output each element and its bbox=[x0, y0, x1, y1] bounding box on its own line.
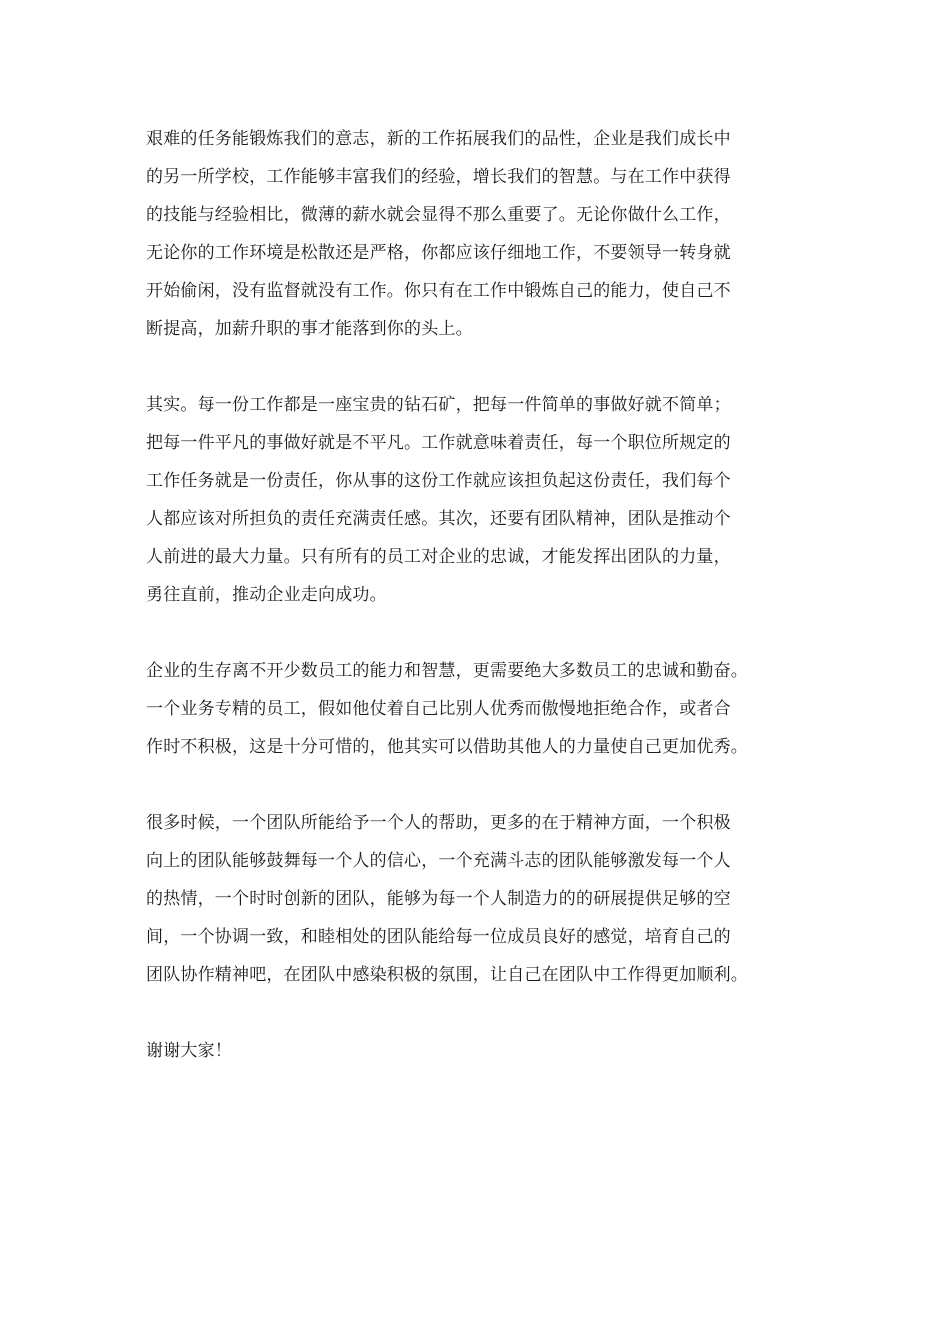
document-body bbox=[146, 120, 826, 1108]
text-line: 企业的生存离不开少数员工的能力和智慧，更需要绝大多数员工的忠诚和勤奋。 bbox=[146, 661, 748, 681]
text-line: 工作任务就是一份责任，你从事的这份工作就应该担负起这份责任，我们每个 bbox=[146, 471, 731, 491]
text-line: 无论你的工作环境是松散还是严格，你都应该仔细地工作，不要领导一转身就 bbox=[146, 243, 731, 263]
text-line: 很多时候，一个团队所能给予一个人的帮助，更多的在于精神方面，一个积极 bbox=[146, 813, 731, 833]
text-line: 间，一个协调一致，和睦相处的团队能给每一位成员良好的感觉，培育自己的 bbox=[146, 927, 731, 947]
paragraph-4 bbox=[146, 804, 826, 994]
text-line: 人都应该对所担负的责任充满责任感。其次，还要有团队精神，团队是推动个 bbox=[146, 509, 731, 529]
text-line: 艰难的任务能锻炼我们的意志，新的工作拓展我们的品性，企业是我们成长中 bbox=[146, 129, 731, 149]
text-line: 的技能与经验相比，微薄的薪水就会显得不那么重要了。无论你做什么工作， bbox=[146, 205, 731, 225]
text-line: 勇往直前，推动企业走向成功。 bbox=[146, 585, 387, 605]
paragraph-1 bbox=[146, 120, 826, 348]
paragraph-2 bbox=[146, 386, 826, 614]
text-line: 把每一件平凡的事做好就是不平凡。工作就意味着责任，每一个职位所规定的 bbox=[146, 433, 731, 453]
closing-paragraph bbox=[146, 1032, 826, 1070]
paragraph-3 bbox=[146, 652, 826, 766]
text-line: 开始偷闲，没有监督就没有工作。你只有在工作中锻炼自己的能力，使自己不 bbox=[146, 281, 731, 301]
text-line: 向上的团队能够鼓舞每一个人的信心，一个充满斗志的团队能够激发每一个人 bbox=[146, 851, 731, 871]
text-line: 团队协作精神吧，在团队中感染积极的氛围，让自己在团队中工作得更加顺利。 bbox=[146, 965, 748, 985]
text-line: 人前进的最大力量。只有所有的员工对企业的忠诚，才能发挥出团队的力量， bbox=[146, 547, 731, 567]
text-line: 断提高，加薪升职的事才能落到你的头上。 bbox=[146, 319, 473, 339]
text-line: 一个业务专精的员工，假如他仗着自己比别人优秀而傲慢地拒绝合作，或者合 bbox=[146, 699, 731, 719]
text-line: 其实。每一份工作都是一座宝贵的钻石矿，把每一件简单的事做好就不简单； bbox=[146, 395, 731, 415]
closing-line: 谢谢大家！ bbox=[146, 1041, 232, 1061]
text-line: 的另一所学校，工作能够丰富我们的经验，增长我们的智慧。与在工作中获得 bbox=[146, 167, 731, 187]
text-line: 作时不积极，这是十分可惜的，他其实可以借助其他人的力量使自己更加优秀。 bbox=[146, 737, 748, 757]
text-line: 的热情，一个时时创新的团队，能够为每一个人制造力的的研展提供足够的空 bbox=[146, 889, 731, 909]
